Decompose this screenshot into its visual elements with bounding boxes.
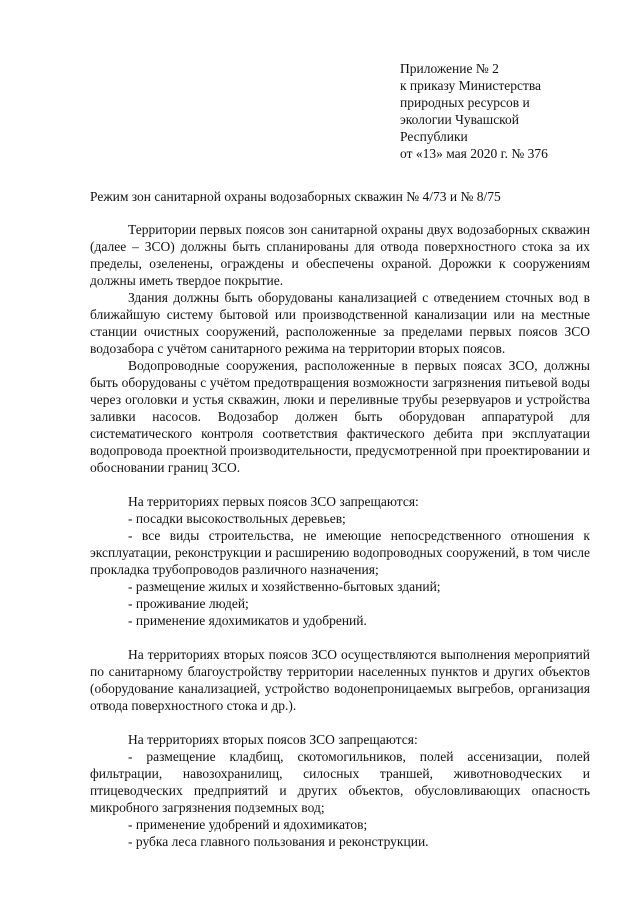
paragraph-first-belts-territory: Территории первых поясов зон санитарной охраны двух водозаборных скважин (далее – ЗСО) должны быть спланированы для отвода поверхностного стока за их пределы, озеленены, ограждены и обеспечены охраной. Дорожки к сооружениям должны иметь твердое покрытие. (90, 222, 590, 288)
second-belt-item: - рубка леса главного пользования и реконструкции. (128, 834, 429, 849)
appendix-order-date: от «13» мая 2020 г. № 376 (400, 146, 548, 161)
second-belt-heading: На территориях вторых поясов ЗСО запрещаются: (128, 732, 418, 747)
paragraph-buildings-sewerage: Здания должны быть оборудованы канализацией с отведением сточных вод в ближайшую систему бытовой или производственной канализации или на местные станции очистных сооружений, расположенные за пределами первых поясов ЗСО водозабора с учётом санитарного режима на территории вторых поясов. (90, 290, 590, 356)
spacer (90, 629, 590, 646)
first-belt-heading: На территориях первых поясов ЗСО запрещаются: (128, 494, 419, 509)
first-belt-item: - применение ядохимикатов и удобрений. (128, 613, 367, 628)
document-title: Режим зон санитарной охраны водозаборных скважин № 4/73 и № 8/75 (90, 189, 501, 204)
appendix-order-reference: к приказу Министерства природных ресурсов и экологии Чувашской Республики (400, 78, 542, 144)
second-belt-item: - размещение кладбищ, скотомогильников, полей ассенизации, полей фильтрации, навозохранилищ, силосных траншей, животноводческих и птицеводческих предприятий и других объектов, обусловливающих опасность микробного загрязнения подземных вод; (90, 749, 590, 815)
spacer (90, 714, 590, 731)
appendix-number: Приложение № 2 (400, 61, 499, 76)
appendix-block (400, 60, 572, 162)
spacer (90, 476, 590, 493)
first-belt-item: - проживание людей; (128, 596, 249, 611)
paragraph-water-facilities: Водопроводные сооружения, расположенные в первых поясах ЗСО, должны быть оборудованы с учётом предотвращения возможности загрязнения питьевой воды через оголовки и устья скважин, люки и переливные трубы резервуаров и устройства заливки насосов. Водозабор должен быть оборудован аппаратурой для систематического контроля соответствия фактического дебита при эксплуатации водопровода проектной производительности, предусмотренной при проектировании и обосновании границ ЗСО. (90, 358, 590, 475)
first-belt-item: - размещение жилых и хозяйственно-бытовых зданий; (128, 579, 441, 594)
paragraph-second-belt-measures: На территориях вторых поясов ЗСО осуществляются выполнения мероприятий по санитарному благоустройству территории населенных пунктов и других объектов (оборудование канализацией, устройство водонепроницаемых выгребов, организация отвода поверхностного стока и др.). (90, 647, 590, 713)
first-belt-item: - посадки высокоствольных деревьев; (128, 511, 346, 526)
second-belt-item: - применение удобрений и ядохимикатов; (128, 817, 368, 832)
first-belt-item: - все виды строительства, не имеющие непосредственного отношения к эксплуатации, реконструкции и расширению водопроводных сооружений, в том числе прокладка трубопроводов различного назначения; (90, 528, 590, 577)
document-body (90, 221, 590, 850)
